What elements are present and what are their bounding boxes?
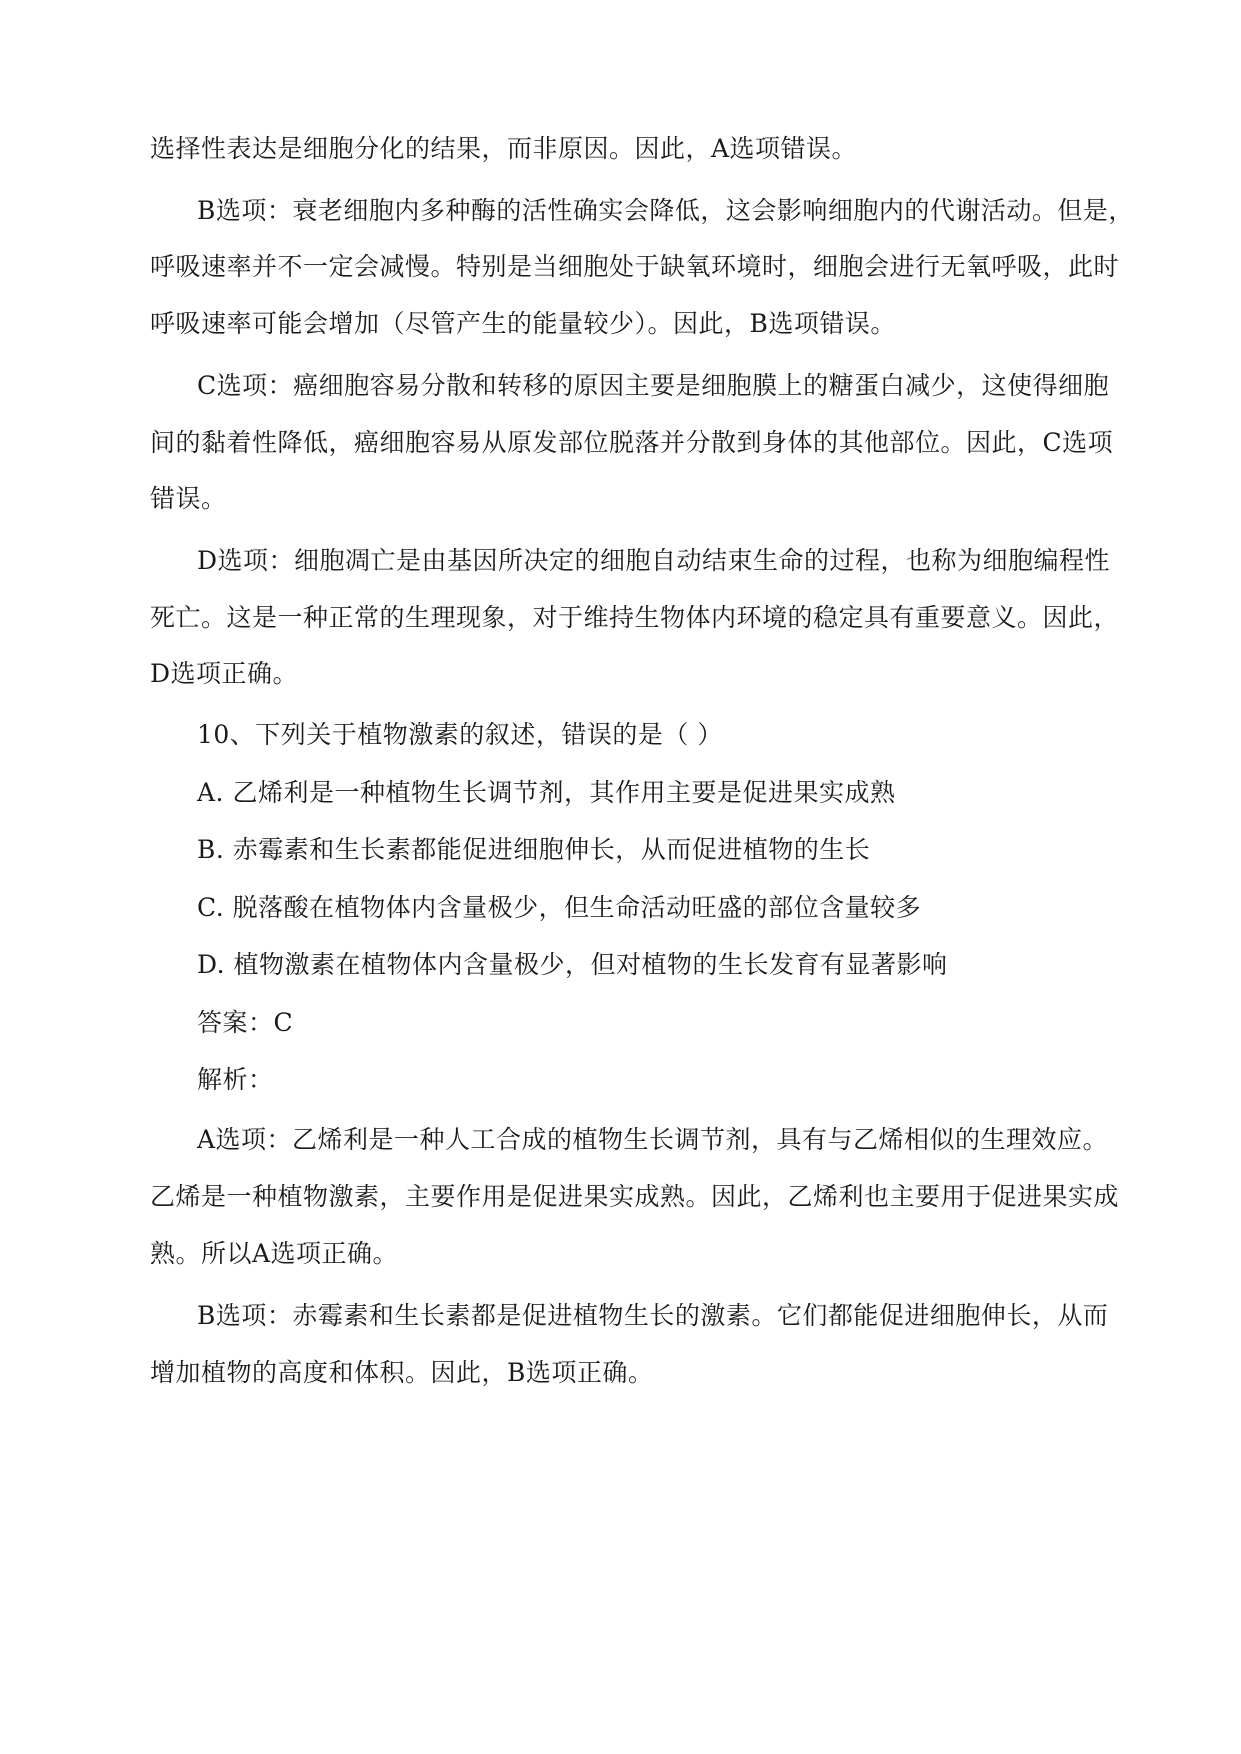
text-line: 选择性表达是细胞分化的结果，而非原因。因此，A选项错误。 [150, 134, 858, 163]
text-line: B选项：赤霉素和生长素都是促进植物生长的激素。它们都能促进细胞伸长，从而 [197, 1301, 1109, 1330]
text-line: C选项：癌细胞容易分散和转移的原因主要是细胞膜上的糖蛋白减少，这使得细胞 [197, 371, 1110, 400]
option-d: D. 植物激素在植物体内含量极少，但对植物的生长发育有显著影响 [197, 950, 948, 979]
option-a: A. 乙烯利是一种植物生长调节剂，其作用主要是促进果实成熟 [197, 778, 896, 807]
analysis-label: 解析： [197, 1065, 274, 1094]
text-line: 呼吸速率并不一定会减慢。特别是当细胞处于缺氧环境时，细胞会进行无氧呼吸，此时 [150, 252, 1120, 281]
text-line: B选项：衰老细胞内多种酶的活性确实会降低，这会影响细胞内的代谢活动。但是， [197, 196, 1134, 225]
text-line: 错误。 [150, 484, 227, 513]
question-title: 10、下列关于植物激素的叙述，错误的是（ ） [197, 720, 723, 749]
text-line: D选项正确。 [150, 659, 299, 688]
text-line: 间的黏着性降低，癌细胞容易从原发部位脱落并分散到身体的其他部位。因此，C选项 [150, 428, 1114, 457]
text-line: D选项：细胞凋亡是由基因所决定的细胞自动结束生命的过程，也称为细胞编程性 [197, 546, 1111, 575]
text-line: A选项：乙烯利是一种人工合成的植物生长调节剂，具有与乙烯相似的生理效应。 [197, 1125, 1109, 1154]
text-line: 死亡。这是一种正常的生理现象，对于维持生物体内环境的稳定具有重要意义。因此， [150, 603, 1120, 632]
answer-line: 答案：C [197, 1008, 294, 1037]
option-b: B. 赤霉素和生长素都能促进细胞伸长，从而促进植物的生长 [197, 835, 871, 864]
text-line: 熟。所以A选项正确。 [150, 1239, 399, 1268]
option-c: C. 脱落酸在植物体内含量极少，但生命活动旺盛的部位含量较多 [197, 893, 922, 922]
text-line: 乙烯是一种植物激素，主要作用是促进果实成熟。因此，乙烯利也主要用于促进果实成 [150, 1182, 1120, 1211]
text-line: 呼吸速率可能会增加（尽管产生的能量较少）。因此，B选项错误。 [150, 309, 896, 338]
text-line: 增加植物的高度和体积。因此，B选项正确。 [150, 1358, 654, 1387]
